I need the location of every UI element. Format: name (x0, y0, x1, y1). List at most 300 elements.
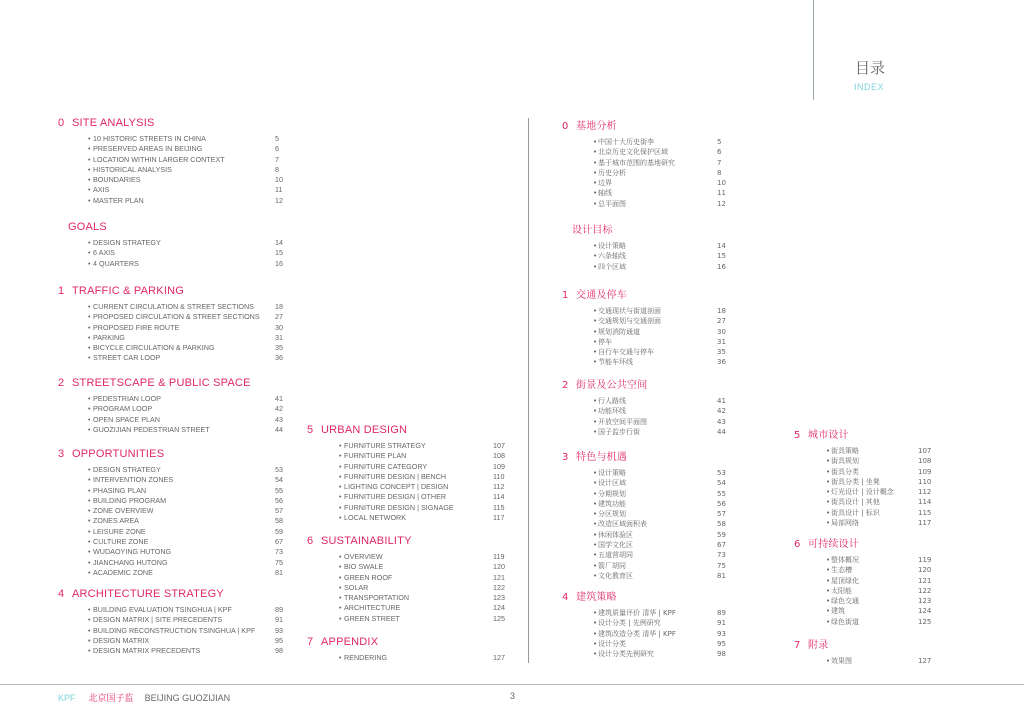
toc-item-page: 117 (918, 519, 932, 528)
toc-item-page: 55 (717, 489, 726, 498)
toc-item[interactable] (593, 550, 726, 560)
bullet-icon: • (88, 394, 91, 403)
section-heading (562, 221, 613, 236)
toc-item-page: 14 (275, 238, 283, 247)
footer-project-en: BEIJING GUOZIJIAN (144, 693, 231, 703)
toc-item[interactable] (826, 555, 932, 565)
toc-item[interactable] (826, 518, 932, 528)
section-heading (307, 424, 407, 436)
toc-item-label: PEDESTRIAN LOOP (93, 394, 161, 403)
toc-item[interactable] (88, 526, 283, 537)
toc-item-page: 112 (493, 482, 505, 492)
toc-item[interactable] (339, 552, 505, 562)
section-title: 特色与机遇 (576, 452, 627, 463)
toc-list (562, 137, 726, 209)
toc-item-page: 18 (717, 307, 726, 315)
bullet-icon: • (593, 307, 598, 315)
toc-item[interactable] (88, 414, 283, 425)
toc-item[interactable] (826, 576, 932, 586)
cn-goals-section (562, 221, 726, 272)
toc-item[interactable] (593, 188, 726, 198)
toc-item[interactable] (826, 565, 932, 575)
toc-item[interactable] (593, 499, 726, 509)
bullet-icon: • (88, 322, 91, 332)
toc-item-label: BUILDING RECONSTRUCTION TSINGHUA | KPF (93, 625, 256, 635)
toc-item[interactable] (339, 562, 505, 572)
toc-item[interactable] (826, 596, 932, 606)
toc-item-page: 18 (275, 302, 283, 311)
toc-item-label: MASTER PLAN (93, 195, 144, 205)
toc-item[interactable] (593, 199, 726, 209)
bullet-icon: • (826, 488, 831, 497)
section-title: 基地分析 (576, 121, 617, 132)
toc-item-label: 太阳能 (831, 586, 852, 595)
toc-item[interactable] (593, 178, 726, 188)
toc-item-page: 112 (918, 488, 932, 497)
section-number: 3 (562, 452, 569, 463)
bullet-icon: • (826, 447, 831, 455)
toc-item[interactable] (339, 451, 505, 461)
toc-item-page: 107 (493, 441, 505, 450)
toc-item-label: 文化教育区 (598, 571, 633, 580)
toc-item-page: 27 (717, 317, 726, 326)
bullet-icon: • (88, 414, 91, 424)
toc-item-page: 54 (275, 475, 283, 485)
toc-item-label: 街具设计 | 其他 (831, 498, 880, 507)
toc-item-page: 6 (275, 144, 279, 154)
toc-item-page: 44 (717, 427, 726, 436)
section-title: OPPORTUNITIES (72, 448, 165, 460)
toc-item[interactable] (339, 461, 505, 472)
toc-item-page: 30 (717, 327, 726, 336)
toc-item-label: PROGRAM LOOP (93, 404, 153, 414)
column-divider (528, 118, 529, 663)
toc-item-label: PARKING (93, 332, 125, 342)
toc-item[interactable] (826, 617, 932, 627)
bullet-icon: • (339, 482, 342, 492)
bullet-icon: • (88, 185, 91, 195)
section-title: GOALS (68, 221, 107, 233)
toc-item-page: 124 (918, 607, 932, 616)
bullet-icon: • (339, 613, 342, 623)
toc-item-page: 58 (275, 516, 283, 526)
toc-item[interactable] (593, 608, 726, 618)
bullet-icon: • (593, 317, 598, 326)
toc-item-page: 95 (717, 639, 726, 648)
cn-site-analysis-section (562, 117, 726, 209)
toc-list (794, 555, 932, 627)
section-title: URBAN DESIGN (321, 424, 408, 436)
footer-brand-kpf: KPF (58, 693, 76, 703)
cn-sustainability-section (794, 535, 932, 627)
section-heading (58, 221, 107, 233)
section-heading (562, 286, 627, 301)
bullet-icon: • (88, 343, 91, 353)
toc-item-page: 75 (717, 561, 726, 570)
toc-item-page: 93 (717, 629, 726, 638)
bullet-icon: • (339, 593, 342, 603)
toc-item[interactable] (88, 547, 283, 557)
toc-item-page: 27 (275, 312, 283, 322)
bullet-icon: • (593, 609, 598, 617)
toc-item-page: 123 (493, 593, 505, 603)
toc-item[interactable] (593, 427, 726, 437)
bullet-icon: • (826, 519, 831, 528)
toc-list (58, 238, 283, 269)
cn-traffic-section (562, 286, 726, 368)
section-number: 0 (562, 121, 569, 132)
toc-list (58, 302, 283, 364)
toc-item-label: DESIGN STRATEGY (93, 465, 161, 474)
section-number: 2 (562, 380, 569, 391)
toc-item[interactable] (88, 258, 283, 269)
toc-item[interactable] (593, 561, 726, 571)
toc-item[interactable] (593, 262, 726, 272)
bullet-icon: • (339, 441, 342, 450)
toc-item-label: 北京历史文化保护区域 (598, 148, 668, 157)
section-heading (562, 376, 647, 391)
bullet-icon: • (88, 475, 91, 485)
toc-item-page: 57 (275, 506, 283, 516)
toc-item[interactable] (339, 471, 505, 482)
toc-item[interactable] (339, 502, 505, 513)
toc-item[interactable] (88, 567, 283, 578)
toc-item-page: 122 (918, 586, 932, 595)
toc-item-page: 73 (275, 547, 283, 557)
toc-item-label: DESIGN MATRIX (93, 635, 150, 645)
toc-item[interactable] (593, 540, 726, 550)
toc-item-label: OPEN SPACE PLAN (93, 414, 160, 424)
toc-item-label: 节能车环线 (598, 358, 633, 367)
toc-item[interactable] (339, 603, 505, 613)
bullet-icon: • (339, 582, 342, 592)
toc-item-label: BUILDING PROGRAM (93, 495, 167, 505)
toc-item[interactable] (593, 251, 726, 261)
toc-list (307, 653, 505, 663)
toc-item[interactable] (339, 613, 505, 624)
toc-item-page: 123 (918, 597, 932, 606)
bullet-icon: • (593, 499, 598, 508)
toc-item[interactable] (593, 649, 726, 659)
toc-item-label: 街具规划 (831, 457, 859, 466)
toc-item-label: 开放空间平面图 (598, 417, 647, 426)
toc-item[interactable] (88, 557, 283, 568)
toc-item[interactable] (826, 508, 932, 518)
toc-item[interactable] (88, 343, 283, 353)
toc-item[interactable] (88, 175, 283, 185)
toc-item-page: 35 (275, 343, 283, 353)
section-title: ARCHITECTURE STRATEGY (72, 588, 224, 600)
toc-item-label: 行人路线 (598, 397, 626, 405)
toc-list (58, 605, 283, 656)
toc-item[interactable] (593, 316, 726, 326)
toc-item-label: ZONES AREA (93, 516, 139, 526)
toc-item-label: 总平面图 (598, 199, 626, 208)
toc-item-label: 分期规划 (598, 489, 626, 498)
bullet-icon: • (339, 513, 342, 523)
toc-item[interactable] (339, 593, 505, 603)
bullet-icon: • (593, 530, 598, 539)
toc-item[interactable] (88, 506, 283, 516)
toc-item-label: OVERVIEW (344, 552, 383, 561)
bullet-icon: • (593, 650, 598, 659)
toc-item-page: 30 (275, 322, 283, 332)
toc-item[interactable] (826, 487, 932, 497)
toc-list (562, 306, 726, 368)
toc-item[interactable] (593, 168, 722, 178)
toc-item[interactable] (826, 656, 932, 666)
toc-item[interactable] (88, 238, 283, 248)
section-title: APPENDIX (321, 636, 379, 648)
bullet-icon: • (339, 461, 342, 471)
toc-item[interactable] (88, 322, 283, 333)
toc-item-label: 设计策略 (598, 469, 626, 477)
section-number: 6 (794, 539, 801, 550)
toc-item[interactable] (593, 489, 726, 499)
toc-item[interactable] (339, 572, 505, 583)
bullet-icon: • (593, 407, 598, 416)
toc-item[interactable] (593, 530, 726, 540)
section-title: STREETSCAPE & PUBLIC SPACE (72, 377, 251, 389)
toc-item[interactable] (593, 406, 726, 416)
toc-item[interactable] (339, 653, 505, 663)
section-number: 4 (562, 592, 569, 603)
toc-item[interactable] (593, 327, 726, 337)
toc-item[interactable] (593, 137, 722, 147)
bullet-icon: • (593, 639, 598, 648)
toc-item-page: 98 (717, 650, 726, 659)
bullet-icon: • (88, 134, 91, 143)
section-title: 交通及停车 (576, 290, 627, 301)
toc-item[interactable] (593, 417, 726, 427)
toc-item[interactable] (88, 154, 279, 165)
toc-item-label: 国子监步行街 (598, 427, 640, 436)
toc-item[interactable] (88, 635, 283, 646)
bullet-icon: • (593, 179, 598, 188)
section-heading (794, 636, 828, 651)
toc-item[interactable] (826, 446, 932, 456)
toc-list (58, 465, 283, 578)
toc-item-label: LOCAL NETWORK (344, 513, 407, 523)
en-traffic-section (58, 285, 283, 364)
toc-item[interactable] (88, 465, 283, 475)
toc-item[interactable] (88, 302, 283, 312)
toc-item[interactable] (826, 456, 932, 466)
toc-item[interactable] (826, 586, 932, 596)
toc-item[interactable] (826, 606, 932, 616)
toc-item[interactable] (88, 625, 283, 636)
section-heading (794, 535, 859, 550)
toc-item[interactable] (593, 347, 726, 357)
toc-item-label: 街具设计 | 标识 (831, 508, 880, 517)
toc-item[interactable] (88, 615, 283, 625)
toc-item-label: 局部网络 (831, 519, 859, 528)
toc-item[interactable] (88, 144, 279, 154)
section-heading (58, 448, 164, 460)
toc-item[interactable] (593, 158, 722, 168)
bullet-icon: • (593, 327, 598, 336)
toc-item[interactable] (593, 519, 726, 529)
toc-item[interactable] (88, 353, 283, 363)
toc-item-page: 56 (275, 495, 283, 505)
toc-item[interactable] (88, 516, 283, 526)
toc-item-page: 36 (275, 353, 283, 363)
toc-item[interactable] (88, 312, 283, 322)
toc-item[interactable] (339, 513, 505, 523)
toc-item-label: ARCHITECTURE (344, 603, 401, 613)
toc-item-label: SOLAR (344, 582, 369, 592)
toc-item[interactable] (339, 582, 505, 593)
toc-item[interactable] (593, 337, 726, 347)
toc-item-label: BIO SWALE (344, 562, 384, 572)
bullet-icon: • (593, 520, 598, 529)
bullet-icon: • (339, 471, 342, 481)
toc-item[interactable] (88, 164, 279, 175)
toc-item-label: FURNITURE PLAN (344, 451, 407, 461)
bullet-icon: • (826, 657, 831, 665)
cn-architecture-section (562, 588, 726, 659)
toc-item-page: 8 (717, 168, 722, 177)
section-number: 7 (307, 636, 314, 648)
toc-item-label: 规划消防通道 (598, 327, 640, 336)
bullet-icon: • (88, 567, 91, 577)
toc-item[interactable] (88, 195, 283, 206)
section-number: 1 (58, 285, 65, 297)
toc-list (58, 394, 283, 435)
toc-item[interactable] (88, 248, 283, 258)
toc-item-label: 箭厂胡同 (598, 561, 626, 570)
toc-item[interactable] (826, 477, 932, 487)
toc-item-page: 42 (717, 407, 726, 416)
toc-item-page: 7 (717, 158, 722, 167)
toc-item[interactable] (339, 441, 505, 451)
toc-item-page: 8 (275, 164, 279, 174)
en-streetscape-section (58, 377, 283, 435)
en-appendix-section (307, 636, 505, 663)
en-site-analysis-section (58, 117, 283, 206)
bullet-icon: • (593, 469, 598, 477)
section-title: 城市设计 (808, 430, 849, 441)
toc-item-page: 6 (717, 148, 722, 157)
toc-item[interactable] (593, 509, 726, 519)
en-goals-section (58, 221, 283, 269)
toc-item-label: GREEN STREET (344, 613, 400, 623)
page-number: 3 (510, 691, 516, 701)
bullet-icon: • (339, 451, 342, 461)
toc-item[interactable] (88, 404, 283, 414)
toc-item[interactable] (88, 424, 283, 435)
toc-item[interactable] (339, 492, 505, 502)
toc-item-label: 交通现状与街道剖面 (598, 307, 661, 315)
toc-item-label: FURNITURE DESIGN | OTHER (344, 492, 447, 502)
toc-item-page: 95 (275, 635, 283, 645)
toc-item-label: 四个区域 (598, 262, 626, 271)
toc-item-page: 125 (918, 617, 932, 626)
cn-urban-design-section (794, 426, 932, 528)
toc-item[interactable] (593, 478, 726, 488)
toc-item-page: 36 (717, 358, 726, 367)
toc-item-page: 117 (493, 513, 505, 523)
toc-item-page: 41 (717, 397, 726, 405)
section-number: 7 (794, 640, 801, 651)
en-urban-design-section (307, 424, 505, 523)
toc-item[interactable] (593, 241, 726, 251)
toc-item[interactable] (826, 467, 932, 477)
toc-item[interactable] (593, 147, 722, 157)
bullet-icon: • (826, 457, 831, 466)
toc-item[interactable] (593, 357, 726, 367)
bullet-icon: • (88, 238, 91, 247)
toc-item-page: 59 (717, 530, 726, 539)
toc-item-label: 五道营胡同 (598, 551, 633, 560)
bullet-icon: • (88, 516, 91, 526)
toc-item[interactable] (593, 571, 726, 581)
section-title: 设计目标 (572, 225, 613, 236)
toc-item[interactable] (88, 485, 283, 496)
toc-item-label: 基于城市范围的基地研究 (598, 158, 675, 167)
toc-item-label: CURRENT CIRCULATION & STREET SECTIONS (93, 302, 254, 311)
bullet-icon: • (593, 629, 598, 638)
bullet-icon: • (88, 526, 91, 536)
toc-item[interactable] (88, 495, 283, 506)
toc-list (562, 241, 726, 272)
toc-item[interactable] (88, 537, 283, 547)
bullet-icon: • (88, 537, 91, 547)
toc-item-page: 89 (717, 609, 726, 617)
toc-item[interactable] (593, 396, 726, 406)
toc-item-label: LIGHTING CONCEPT | DESIGN (344, 482, 449, 492)
toc-item[interactable] (88, 134, 279, 144)
toc-item[interactable] (88, 394, 283, 404)
toc-list (794, 446, 932, 528)
section-title: 建筑策略 (576, 592, 617, 603)
toc-item-label: 休闲体验区 (598, 530, 633, 539)
toc-item-page: 91 (275, 615, 283, 625)
toc-item[interactable] (593, 306, 726, 316)
toc-item[interactable] (826, 497, 932, 507)
toc-item-label: 设计策略 (598, 242, 626, 250)
toc-item[interactable] (88, 332, 283, 343)
toc-item[interactable] (593, 468, 726, 478)
toc-item-page: 31 (275, 332, 283, 342)
toc-item[interactable] (593, 618, 726, 628)
toc-item-label: STREET CAR LOOP (93, 353, 161, 363)
toc-item[interactable] (339, 482, 505, 492)
bullet-icon: • (826, 477, 831, 486)
toc-item[interactable] (88, 475, 283, 485)
bullet-icon: • (826, 508, 831, 517)
toc-item-page: 73 (717, 551, 726, 560)
toc-item-page: 115 (918, 508, 932, 517)
section-number: 5 (307, 424, 314, 436)
section-heading (58, 117, 154, 129)
toc-item-page: 115 (493, 502, 505, 512)
toc-item-page: 67 (717, 541, 726, 550)
toc-item-label: DESIGN MATRIX PRECEDENTS (93, 646, 201, 656)
toc-item[interactable] (88, 646, 283, 656)
toc-item[interactable] (593, 629, 726, 639)
bullet-icon: • (593, 397, 598, 405)
toc-item[interactable] (593, 639, 726, 649)
toc-item[interactable] (88, 185, 283, 195)
toc-item-label: 设计分类先例研究 (598, 650, 654, 659)
toc-item-page: 41 (275, 394, 283, 403)
toc-item-page: 81 (717, 571, 726, 580)
toc-item-label: BUILDING EVALUATION TSINGHUA | KPF (93, 605, 232, 614)
toc-item[interactable] (88, 605, 283, 615)
cn-appendix-section (794, 636, 932, 666)
section-heading (562, 117, 617, 132)
